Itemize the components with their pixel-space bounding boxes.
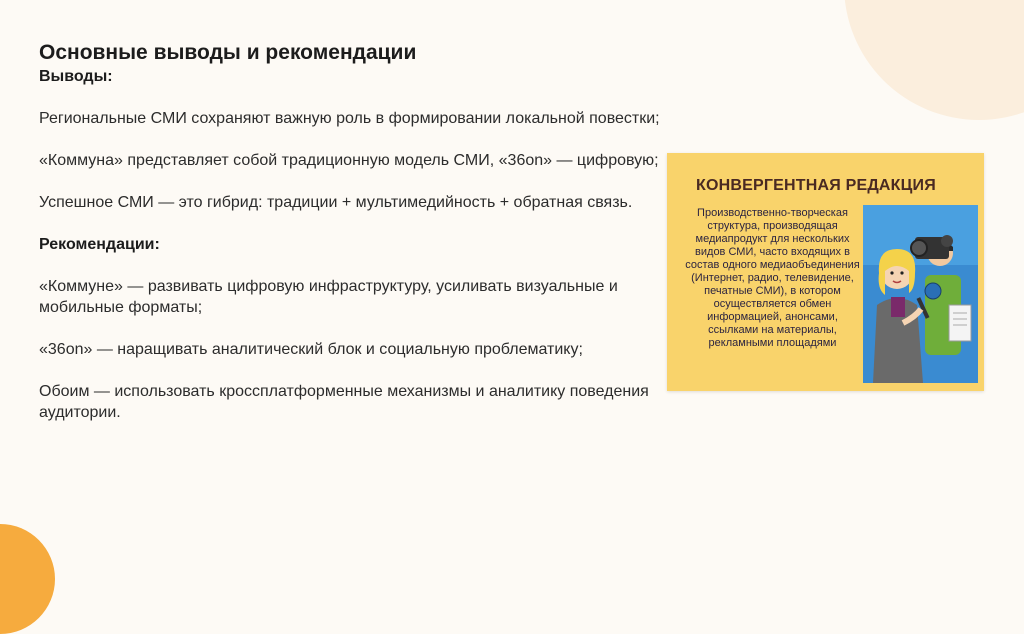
- card-title: КОНВЕРГЕНТНАЯ РЕДАКЦИЯ: [696, 177, 936, 194]
- conclusion-item: Региональные СМИ сохраняют важную роль в формировании локальной повестки;: [39, 110, 660, 127]
- conclusion-item: Успешное СМИ — это гибрид: традиции + мультимедийность + обратная связь.: [39, 194, 633, 211]
- journalists-illustration-icon: [863, 205, 978, 383]
- slide-title: Основные выводы и рекомендации: [39, 41, 417, 64]
- decorative-circle-top-right: [844, 0, 1024, 120]
- slide-content: [39, 40, 669, 423]
- conclusions-heading: Выводы:: [39, 68, 113, 85]
- recommendation-item: «36on» — наращивать аналитический блок и социальную проблематику;: [39, 341, 583, 358]
- recommendation-item: Обоим — использовать кроссплатформенные механизмы и аналитику поведения аудитории.: [39, 383, 649, 421]
- convergent-newsroom-card: [667, 153, 984, 391]
- card-definition-text: Производственно-творческая структура, производящая медиапродукт для нескольких видов СМИ, часто входящих в состав одного медиаобъединения (Интернет, радио, телевидение, печатные СМИ), в котором осуществляется обмен информацией, анонсами, ссылками на материалы, рекламными площадями: [685, 207, 860, 349]
- conclusion-item: «Коммуна» представляет собой традиционную модель СМИ, «36on» — цифровую;: [39, 152, 659, 169]
- decorative-circle-bottom-left: [0, 524, 55, 634]
- recommendation-item: «Коммуне» — развивать цифровую инфраструктуру, усиливать визуальные и мобильные форматы;: [39, 278, 618, 316]
- recommendations-heading: Рекомендации:: [39, 236, 160, 253]
